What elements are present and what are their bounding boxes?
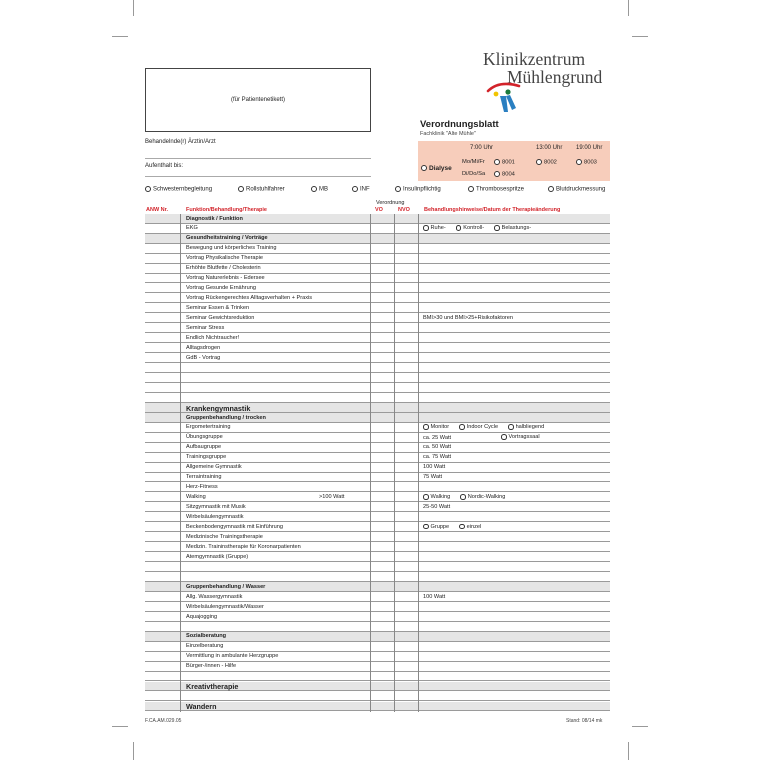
- therapy-label: Vortrag Gesunde Ernährung: [186, 285, 256, 292]
- therapy-label: Endlich Nichtraucher!: [186, 334, 240, 341]
- header-function: Funktion/Behandlung/Therapie: [186, 207, 267, 213]
- note-option[interactable]: [423, 494, 450, 500]
- radio-icon: [459, 524, 465, 530]
- crop-mark: [133, 742, 134, 760]
- table-row[interactable]: [145, 682, 610, 692]
- crop-mark: [133, 0, 134, 16]
- header-anw: ANW Nr.: [146, 207, 168, 213]
- table-row[interactable]: [145, 314, 610, 324]
- option-insulinpflichtig[interactable]: [395, 186, 441, 193]
- therapy-label: Medizin. Traininstherapie für Koronarpatienten: [186, 543, 301, 550]
- table-row[interactable]: [145, 503, 610, 513]
- therapy-label: Herz-Fitness: [186, 484, 218, 491]
- table-row[interactable]: [145, 463, 610, 473]
- time-label: 13:00 Uhr: [536, 145, 563, 151]
- therapy-label: Ergometertraining: [186, 424, 231, 431]
- note-option-label: Vortragssaal: [508, 434, 540, 441]
- therapy-notes: [423, 504, 450, 510]
- option-label: INF: [360, 186, 370, 193]
- radio-icon: [456, 225, 462, 231]
- option-inf[interactable]: [352, 186, 370, 193]
- section-title: Gruppenbehandlung / trocken: [186, 414, 266, 421]
- time-label: 7:00 Uhr: [470, 145, 494, 151]
- note-option-label: Walking: [430, 494, 451, 501]
- option-schwesternbegleitung[interactable]: [145, 186, 212, 193]
- option-blutdruckmessung[interactable]: [548, 186, 605, 193]
- note-text: 75 Watt: [423, 474, 443, 481]
- therapy-label: Aquajogging: [186, 613, 218, 620]
- table-row[interactable]: [145, 333, 610, 343]
- clinic-logo-icon: [485, 82, 525, 114]
- note-option[interactable]: [459, 524, 481, 530]
- radio-icon: [536, 159, 542, 165]
- radio-icon: [395, 186, 401, 192]
- form-code: F.CA.AM.029.05: [145, 718, 182, 724]
- dialysis-slot-8002[interactable]: [536, 159, 557, 166]
- days-label: Di/Do/Sa: [462, 171, 486, 177]
- therapy-label: Bürger-/innen - Hilfe: [186, 663, 237, 670]
- header-notes: Behandlungshinweise/Datum der Therapieänderung: [424, 207, 561, 213]
- option-checkboxes: [145, 186, 615, 196]
- radio-icon: [459, 424, 465, 430]
- note-option[interactable]: [508, 424, 544, 430]
- note-text: 25-50 Watt: [423, 504, 451, 511]
- note-option[interactable]: [501, 434, 540, 440]
- table-row[interactable]: [145, 642, 610, 652]
- therapy-notes: [423, 594, 445, 600]
- therapy-notes: [423, 444, 451, 450]
- dialysis-option[interactable]: [421, 165, 452, 172]
- table-row[interactable]: [145, 622, 610, 632]
- physician-field-line[interactable]: [145, 158, 371, 159]
- crop-mark: [112, 36, 128, 37]
- therapy-label: EKG: [186, 225, 198, 232]
- note-option-label: einzel: [466, 524, 482, 531]
- radio-icon: [352, 186, 358, 192]
- column-divider: [370, 214, 371, 712]
- therapy-label: Beckenbodengymnastik mit Einführung: [186, 523, 284, 530]
- table-row[interactable]: [145, 323, 610, 333]
- therapy-label: Erhöhte Blutfette / Cholesterin: [186, 265, 261, 272]
- note-text: ca. 75 Watt: [423, 454, 452, 461]
- table-row[interactable]: [145, 383, 610, 393]
- radio-icon: [421, 165, 427, 171]
- section-title: Wandern: [186, 702, 217, 712]
- therapy-label: Walking: [186, 494, 206, 501]
- therapy-label: Übungsgruppe: [186, 434, 223, 441]
- table-row[interactable]: [145, 532, 610, 542]
- table-row[interactable]: [145, 552, 610, 562]
- table-row[interactable]: [145, 413, 610, 423]
- note-option-label: Nordic-Walking: [467, 494, 506, 501]
- table-row[interactable]: [145, 652, 610, 662]
- note-option[interactable]: [423, 225, 446, 231]
- form-subtitle: Fachklinik "Alte Mühle": [420, 131, 476, 137]
- therapy-label: Sitzgymnastik mit Musik: [186, 504, 246, 511]
- note-option[interactable]: [423, 424, 449, 430]
- table-row[interactable]: [145, 353, 610, 363]
- option-thrombosespritze[interactable]: [468, 186, 524, 193]
- table-row[interactable]: [145, 264, 610, 274]
- therapy-label: Vortrag Naturerlebnis - Edersee: [186, 275, 265, 282]
- header-vo: VO: [375, 207, 383, 213]
- radio-icon: [468, 186, 474, 192]
- dialysis-slot-8003[interactable]: [576, 159, 597, 166]
- therapy-notes: [423, 524, 491, 530]
- clinic-logo-text: [483, 50, 613, 86]
- therapy-notes: [423, 474, 442, 480]
- table-row[interactable]: [145, 244, 610, 254]
- table-row[interactable]: [145, 493, 610, 503]
- table-row[interactable]: [145, 453, 610, 463]
- option-label: Schwesternbegleitung: [153, 186, 213, 193]
- section-title: Gruppenbehandlung / Wasser: [186, 583, 266, 590]
- dialysis-label: Dialyse: [429, 165, 452, 172]
- radio-icon: [423, 424, 429, 430]
- table-row[interactable]: [145, 702, 610, 712]
- table-row[interactable]: [145, 483, 610, 493]
- therapy-label: Bewegung und körperliches Training: [186, 245, 277, 252]
- note-text: BMI>30 und BMI>25+Risikofaktoren: [423, 315, 514, 321]
- table-row[interactable]: [145, 343, 610, 353]
- therapy-label: Atemgymnastik (Gruppe): [186, 553, 249, 560]
- logo-line-1: Klinikzentrum: [483, 49, 586, 69]
- table-row[interactable]: [145, 304, 610, 314]
- note-text: 100 Watt: [423, 593, 446, 600]
- note-option-label: Indoor Cycle: [466, 424, 499, 431]
- table-row[interactable]: [145, 542, 610, 552]
- table-row[interactable]: [145, 692, 610, 702]
- note-option-label: Gruppe: [430, 524, 450, 531]
- note-option[interactable]: [494, 225, 531, 231]
- therapy-label: Aufbaugruppe: [186, 444, 222, 451]
- slot-code: 8004: [502, 171, 515, 178]
- radio-icon: [508, 424, 514, 430]
- table-row[interactable]: [145, 224, 610, 234]
- table-row[interactable]: [145, 284, 610, 294]
- physician-field-label: Behandelnde(r) Ärztin/Arzt: [145, 139, 216, 145]
- column-divider: [394, 214, 395, 712]
- logo-line-2: Mühlengrund: [507, 67, 603, 87]
- option-label: Rollstuhlfahrer: [246, 186, 285, 193]
- patient-label-text: (für Patientenetikett): [230, 97, 286, 103]
- stay-field-label: Aufenthalt bis:: [145, 163, 184, 169]
- crop-mark: [632, 726, 648, 727]
- table-row[interactable]: [145, 473, 610, 483]
- radio-icon: [576, 159, 582, 165]
- patient-label-box[interactable]: [145, 68, 371, 132]
- section-title: Sozialberatung: [186, 633, 227, 640]
- radio-icon: [423, 225, 429, 231]
- table-row[interactable]: [145, 612, 610, 622]
- table-row[interactable]: [145, 433, 610, 443]
- option-label: Blutdruckmessung: [556, 186, 606, 193]
- table-row[interactable]: [145, 443, 610, 453]
- form-title: Verordnungsblatt: [420, 119, 499, 130]
- column-divider: [418, 214, 419, 712]
- table-row[interactable]: [145, 274, 610, 284]
- therapy-label: Vortrag Rückengerechtes Alltagsverhalten + Praxis: [186, 295, 313, 302]
- table-row[interactable]: [145, 632, 610, 642]
- note-option[interactable]: [423, 524, 449, 530]
- radio-icon: [494, 225, 500, 231]
- therapy-notes: [423, 464, 445, 470]
- dialysis-panel: [418, 141, 610, 181]
- radio-icon: [548, 186, 554, 192]
- section-title: Diagnostik / Funktion: [186, 215, 243, 222]
- option-label: Thrombosespritze: [476, 186, 525, 193]
- therapy-notes: [423, 225, 541, 231]
- radio-icon: [423, 524, 429, 530]
- table-row[interactable]: [145, 572, 610, 582]
- days-label: Mo/Mi/Fr: [462, 159, 485, 165]
- radio-icon: [501, 434, 507, 440]
- time-label: 19:00 Uhr: [576, 145, 603, 151]
- therapy-notes: [423, 494, 515, 500]
- header-prescription: Verordnung: [376, 200, 405, 206]
- note-option-label: Monitor: [430, 424, 450, 431]
- radio-icon: [311, 186, 317, 192]
- slot-code: 8003: [584, 159, 597, 166]
- slot-code: 8001: [502, 159, 515, 166]
- column-divider: [180, 214, 181, 712]
- radio-icon: [423, 494, 429, 500]
- table-row[interactable]: [145, 662, 610, 672]
- option-rollstuhlfahrer[interactable]: [238, 186, 285, 193]
- therapy-label: Allg. Wassergymnastik: [186, 593, 243, 600]
- therapy-label: Seminar Gewichtsreduktion: [186, 315, 255, 321]
- radio-icon: [494, 159, 500, 165]
- crop-mark: [112, 726, 128, 727]
- option-label: MB: [319, 186, 328, 193]
- note-option[interactable]: [456, 225, 484, 231]
- note-option-label: Ruhe-: [430, 225, 446, 232]
- table-row[interactable]: [145, 562, 610, 572]
- table-row[interactable]: [145, 672, 610, 682]
- table-row[interactable]: [145, 592, 610, 602]
- note-option-label: halbliegend: [515, 424, 545, 431]
- table-row[interactable]: [145, 254, 610, 264]
- crop-mark: [628, 742, 629, 760]
- crop-mark: [632, 36, 648, 37]
- header-nvo: NVO: [398, 207, 410, 213]
- therapy-extra: >100 Watt: [319, 494, 345, 501]
- form-revision: Stand: 08/14 mk: [566, 718, 603, 724]
- therapy-label: Wirbelsäulengymnastik/Wasser: [186, 603, 264, 610]
- section-title: Krankengymnastik: [186, 403, 251, 413]
- therapy-label: Allgemeine Gymnastik: [186, 464, 242, 471]
- table-row[interactable]: [145, 602, 610, 612]
- therapy-label: Einzelberatung: [186, 643, 224, 650]
- note-text: ca. 25 Watt: [423, 434, 452, 441]
- dialysis-slot-8004[interactable]: [494, 171, 515, 178]
- radio-icon: [145, 186, 151, 192]
- note-text: ca. 50 Watt: [423, 444, 452, 451]
- note-option[interactable]: [459, 424, 498, 430]
- therapy-label: Vermittlung in ambulante Herzgruppe: [186, 653, 279, 660]
- table-row[interactable]: [145, 582, 610, 592]
- therapy-label: Seminar Stress: [186, 324, 225, 331]
- table-row[interactable]: [145, 214, 610, 224]
- therapy-label: Terraintraining: [186, 474, 222, 481]
- section-title: Kreativtherapie: [186, 682, 239, 692]
- table-row[interactable]: [145, 423, 610, 433]
- note-option-label: Kontroll-: [463, 225, 485, 232]
- therapy-label: Alltagsdrogen: [186, 344, 221, 351]
- option-mb[interactable]: [311, 186, 328, 193]
- note-option-label: Belastungs-: [501, 225, 532, 232]
- option-label: Insulinpflichtig: [403, 186, 441, 193]
- dialysis-slot-8001[interactable]: [494, 159, 515, 166]
- therapy-label: Medizinische Trainingstherapie: [186, 533, 263, 540]
- table-row[interactable]: [145, 234, 610, 244]
- section-title: Gesundheitstraining / Vorträge: [186, 235, 268, 242]
- therapy-label: GdB - Vortrag: [186, 354, 221, 361]
- therapy-notes: [423, 434, 550, 440]
- crop-mark: [628, 0, 629, 16]
- slot-code: 8002: [544, 159, 557, 166]
- radio-icon: [238, 186, 244, 192]
- table-row[interactable]: [145, 393, 610, 403]
- table-row[interactable]: [145, 294, 610, 304]
- therapy-notes: [423, 454, 451, 460]
- therapy-label: Trainingsgruppe: [186, 454, 227, 461]
- therapy-notes: [423, 424, 554, 430]
- therapy-notes: [423, 315, 513, 321]
- stay-field-line[interactable]: [145, 176, 371, 177]
- therapy-label: Wirbelsäulengymnastik: [186, 514, 244, 520]
- therapy-label: Vortrag Physikalische Therapie: [186, 255, 264, 262]
- table-row[interactable]: [145, 373, 610, 383]
- note-text: 100 Watt: [423, 464, 446, 471]
- table-row[interactable]: [145, 522, 610, 532]
- table-row[interactable]: [145, 513, 610, 523]
- therapy-label: Seminar Essen & Trinken: [186, 305, 250, 312]
- radio-icon: [460, 494, 466, 500]
- table-row[interactable]: [145, 403, 610, 413]
- note-option[interactable]: [460, 494, 505, 500]
- radio-icon: [494, 171, 500, 177]
- table-row[interactable]: [145, 363, 610, 373]
